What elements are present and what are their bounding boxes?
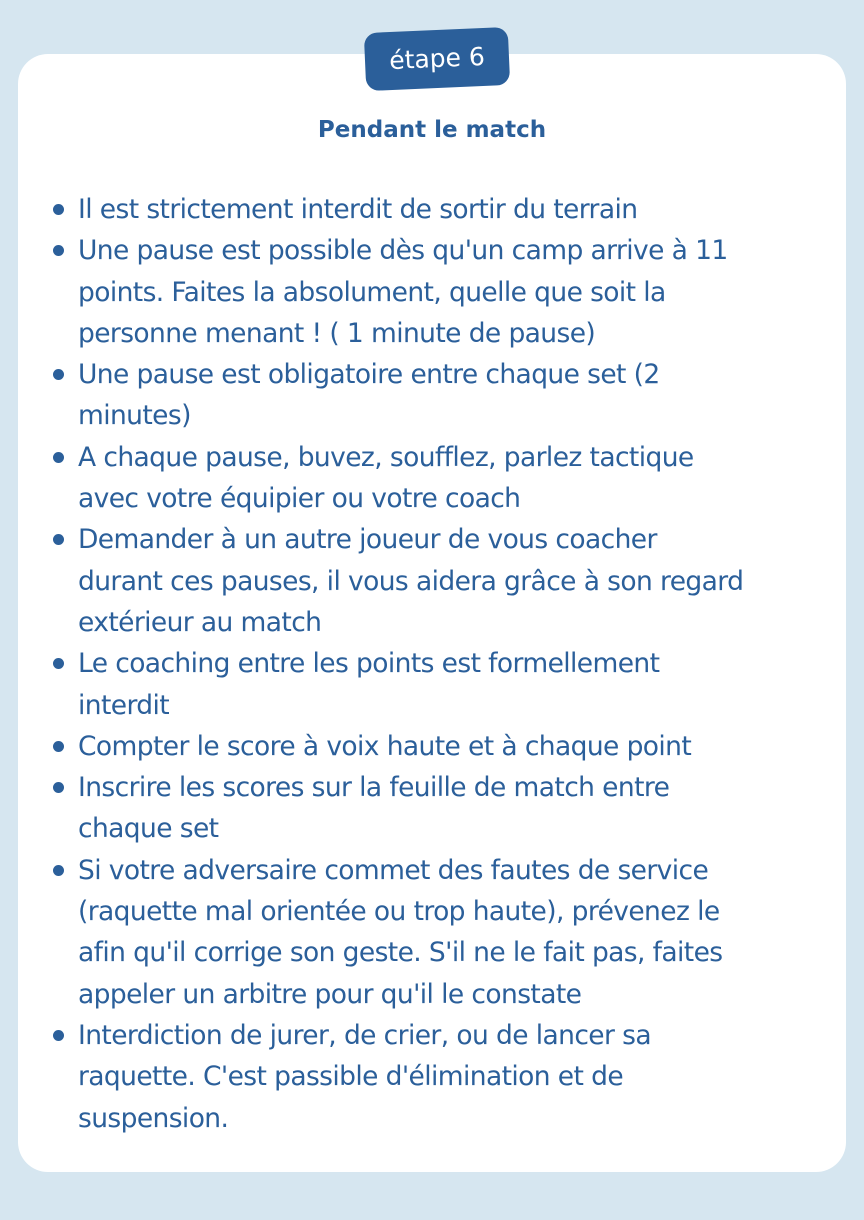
rule-item: [50, 189, 850, 230]
rule-text-line: suspension.: [78, 1102, 229, 1134]
rule-item: [50, 726, 850, 767]
rule-text-line: Le coaching entre les points est formellement: [78, 648, 660, 680]
rule-item: [50, 437, 850, 520]
rule-item: [50, 850, 850, 1015]
rule-text-line: afin qu'il corrige son geste. S'il ne le fait pas, faites: [78, 937, 723, 969]
rule-text-line: A chaque pause, buvez, soufflez, parlez tactique: [78, 441, 694, 473]
rule-text-line: chaque set: [78, 813, 219, 845]
rules-list: [50, 189, 850, 1139]
page-title: Pendant le match: [317, 117, 547, 143]
rule-text-line: Il est strictement interdit de sortir du terrain: [78, 194, 638, 225]
rule-text-line: Demander à un autre joueur de vous coacher: [78, 524, 657, 556]
bullet-icon: [53, 245, 64, 256]
bullet-icon: [53, 452, 64, 463]
rule-text-line: durant ces pauses, il vous aidera grâce à son regard: [78, 565, 744, 597]
rule-text-line: Une pause est obligatoire entre chaque set (2: [78, 359, 660, 391]
rule-text-line: appeler un arbitre pour qu'il le constate: [78, 978, 582, 1010]
rule-text-line: extérieur au match: [78, 606, 322, 638]
rule-text-line: (raquette mal orientée ou trop haute), prévenez le: [78, 896, 720, 928]
rule-text-line: Une pause est possible dès qu'un camp arrive à 11: [78, 235, 728, 267]
rule-item: [50, 767, 850, 850]
rule-text-line: minutes): [78, 400, 191, 432]
bullet-icon: [53, 369, 64, 380]
rule-item: [50, 643, 850, 726]
rule-text-line: Compter le score à voix haute et à chaque point: [78, 730, 692, 762]
rule-item: [50, 354, 850, 437]
rule-text-line: raquette. C'est passible d'élimination et de: [78, 1061, 624, 1093]
bullet-icon: [53, 204, 64, 215]
bullet-icon: [53, 1030, 64, 1041]
rule-text-line: Si votre adversaire commet des fautes de service: [78, 854, 709, 886]
bullet-icon: [53, 865, 64, 876]
rule-item: [50, 1015, 850, 1139]
rule-text-line: points. Faites la absolument, quelle que soit la: [78, 276, 666, 308]
bullet-icon: [53, 782, 64, 793]
rule-text-line: avec votre équipier ou votre coach: [78, 483, 521, 515]
rule-text-line: personne menant ! ( 1 minute de pause): [78, 317, 596, 349]
rule-text-line: Interdiction de jurer, de crier, ou de lancer sa: [78, 1019, 651, 1051]
bullet-icon: [53, 658, 64, 669]
step-badge: étape 6: [364, 27, 510, 91]
rule-text-line: Inscrire les scores sur la feuille de match entre: [78, 772, 670, 804]
rule-text-line: interdit: [78, 689, 170, 721]
rule-item: [50, 519, 850, 643]
rule-item: [50, 230, 850, 354]
bullet-icon: [53, 534, 64, 545]
bullet-icon: [53, 741, 64, 752]
